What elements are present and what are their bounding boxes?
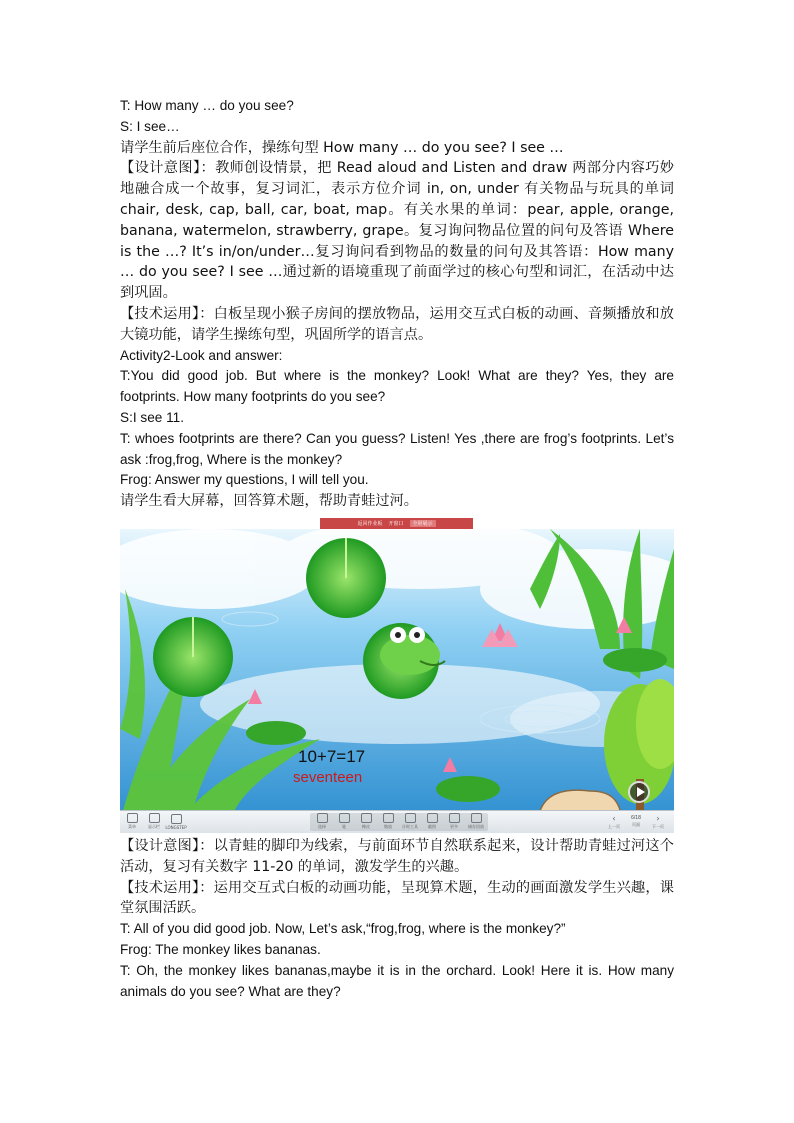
paragraph-frog-answer: Frog: Answer my questions, I will tell you. (120, 472, 369, 488)
pond-scene (120, 529, 674, 824)
cursor-icon (317, 813, 328, 823)
display-icon (149, 813, 160, 823)
screenshot-tool[interactable] (422, 813, 442, 831)
banner-window-button[interactable]: 开窗口 (388, 520, 404, 527)
paragraph-student-answer: S: I see… (120, 118, 180, 134)
zoom-label: 缩放 (384, 824, 392, 830)
lily-pad-1 (306, 538, 386, 618)
banner-return-button[interactable]: 返回作业板 (357, 520, 383, 527)
chevron-right-icon: › (656, 814, 660, 824)
pen-label: 笔 (342, 824, 346, 830)
next-page-button[interactable] (648, 813, 668, 831)
save-label: 储存回放 (468, 824, 484, 830)
whiteboard-toolbar (120, 810, 674, 833)
more-label: 更多 (450, 824, 458, 830)
page-indicator (626, 813, 646, 831)
tech-use-text: ：白板呈现小猴子房间的摆放物品，运用交互式白板的动画、音频播放和放大镜功能，请学生操练句型，巩固所学的语言点。 (120, 305, 674, 343)
whiteboard-screenshot (120, 518, 674, 832)
paragraph-teacher-footprints: T:You did good job. But where is the monkey? Look! What are they? Yes, they are footprints. How many footprints do you see? (120, 368, 674, 405)
logo-label: LONGSTEP (165, 824, 187, 830)
zoom-icon (383, 813, 394, 823)
eraser-label: 橡皮 (362, 824, 370, 830)
timer-label: 计时工具 (402, 824, 418, 830)
menu-label: 菜单 (128, 824, 136, 830)
pen-icon (339, 813, 350, 823)
document-page (120, 96, 674, 1002)
display-bar-button[interactable] (144, 813, 164, 831)
paragraph-tech-use-1 (120, 304, 674, 346)
more-tool[interactable] (444, 813, 464, 831)
paragraph-design-intent-1 (120, 158, 674, 304)
timer-icon (405, 813, 416, 823)
chevron-left-icon: ‹ (612, 814, 616, 824)
lily-pad-2 (153, 617, 233, 697)
camera-icon (427, 813, 438, 823)
label-tech-use: 【技术运用】 (120, 305, 200, 322)
equation-text: 10+7=17 (298, 746, 366, 766)
toolbar-left-group (122, 813, 186, 831)
paragraph-look-screen: 请学生看大屏幕，回答算术题，帮助青蛙过河。 (120, 493, 418, 510)
select-tool[interactable] (312, 813, 332, 831)
menu-button[interactable] (122, 813, 142, 831)
paragraph-teacher-guess: T: whoes footprints are there? Can you guess? Listen! Yes ,there are frog’s footprints. Let’s ask :frog,frog, Where is the monkey? (120, 430, 674, 467)
paragraph-activity-2: Activity2-Look and answer: (120, 347, 283, 363)
design-intent-2-text: ：以青蛙的脚印为线索，与前面环节自然联系起来，设计帮助青蛙过河这个活动，复习有关数字 11-20 的单词，激发学生的兴趣。 (120, 837, 674, 875)
paragraph-teacher-question: T: How many … do you see? (120, 98, 294, 113)
paragraph-design-intent-2 (120, 836, 674, 878)
banner-fullscreen-button[interactable]: 全屏展示 (410, 520, 436, 527)
number-word-text: seventeen (293, 768, 363, 786)
paragraph-pair-practice: 请学生前后座位合作，操练句型 How many … do you see? I see … (120, 139, 564, 156)
paragraph-teacher-ask-frog: T: All of you did good job. Now, Let’s ask,“frog,frog, where is the monkey?” (120, 921, 566, 937)
select-label: 选择 (318, 824, 326, 830)
page-label: 页面 (632, 822, 640, 828)
label-design-intent-2: 【设计意图】 (120, 837, 200, 854)
screenshot-label: 截图 (428, 824, 436, 830)
paragraph-frog-bananas: Frog: The monkey likes bananas. (120, 941, 321, 957)
play-icon[interactable] (628, 781, 650, 803)
logo-button[interactable] (166, 813, 186, 831)
label-design-intent: 【设计意图】 (120, 160, 201, 177)
toolbar-center-group (310, 813, 488, 831)
save-tool[interactable] (466, 813, 486, 831)
paragraph-tech-use-2 (120, 878, 674, 920)
more-icon (449, 813, 460, 823)
display-label: 显示栏 (148, 824, 160, 830)
whiteboard-top-banner (320, 518, 473, 529)
prev-page-button[interactable] (604, 813, 624, 831)
logo-icon (171, 814, 182, 824)
tech-use-2-text: ：运用交互式白板的动画功能，呈现算术题，生动的画面激发学生兴趣，课堂氛围活跃。 (120, 879, 674, 917)
eraser-tool[interactable] (356, 813, 376, 831)
design-intent-text: ：教师创设情景，把 Read aloud and Listen and draw 两部分内容巧妙地融合成一个故事，复习词汇，表示方位介词 in, on, under 有关物品与玩具的单词 chair, desk, cap, ball, car, boat, map。有关水果的单词：pear, apple, orange, banana, watermelon, strawberry, grape。复习询问物品位置的问句及答语 Where is the …? It’s in/on/under…复习询问看到物品的数量的问句及其答语：How many … do you see? I see …通过新的语境重现了前面学过的核心句型和词汇，在活动中达到巩固。 (120, 160, 674, 302)
label-tech-use-2: 【技术运用】 (120, 879, 200, 896)
page-number: 6/18 (631, 815, 641, 822)
next-label: 下一页 (652, 824, 664, 830)
toolbar-pager (604, 813, 668, 831)
save-icon (471, 813, 482, 823)
menu-icon (127, 813, 138, 823)
eraser-icon (361, 813, 372, 823)
paragraph-teacher-orchard: T: Oh, the monkey likes bananas,maybe it is in the orchard. Look! Here it is. How many animals do you see? What are they? (120, 962, 674, 999)
paragraph-student-eleven: S:I see 11. (120, 409, 184, 425)
prev-label: 上一页 (608, 824, 620, 830)
timer-tool[interactable] (400, 813, 420, 831)
zoom-tool[interactable] (378, 813, 398, 831)
pen-tool[interactable] (334, 813, 354, 831)
